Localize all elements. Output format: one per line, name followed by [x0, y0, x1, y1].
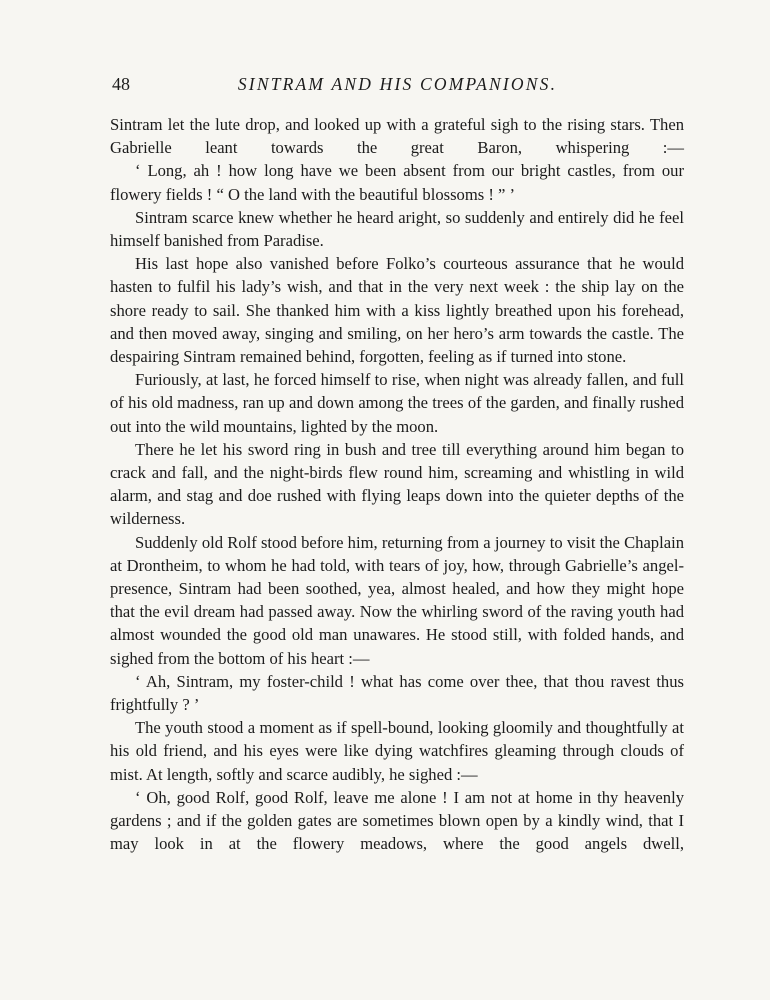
paragraph: There he let his sword ring in bush and tree till everything around him began to crack and fall, and the night-birds flew round him, screaming and whistling in wild alarm, and stag and doe rushed with flying leaps down into the quieter depths of the wilderness. — [110, 439, 684, 529]
page-header — [112, 74, 683, 102]
paragraph: ‘ Ah, Sintram, my foster-child ! what has come over thee, that thou ravest thus frightfully ? ’ — [110, 671, 684, 715]
paragraph: ‘ Long, ah ! how long have we been absent from our bright castles, from our flowery fields ! “ O the land with the beautiful blossoms ! ” ’ — [110, 161, 684, 204]
page-number: 48 — [112, 74, 130, 94]
paragraph: Sintram let the lute drop, and looked up with a grateful sigh to the rising stars. Then Gabrielle leant towards the great Baron, whispering :— — [110, 115, 684, 158]
body-text — [110, 113, 684, 856]
paragraph: Suddenly old Rolf stood before him, returning from a journey to visit the Chaplain at Drontheim, to whom he had told, with tears of joy, how, through Gabrielle’s angel-presence, Sintram had been soothed, yea, almost healed, and how they might hope that the evil dream had passed away. Now the whirling sword of the raving youth had almost wounded the good old man unawares. He stood still, with folded hands, and sighed from the bottom of his heart :— — [110, 532, 684, 668]
paragraph: Sintram scarce knew whether he heard aright, so suddenly and entirely did he feel himself banished from Paradise. — [110, 207, 684, 251]
paragraph: ‘ Oh, good Rolf, good Rolf, leave me alone ! I am not at home in thy heavenly gardens ; and if the golden gates are sometimes blown open by a kindly wind, that I may look in at the flowery meadows, where the good angels dwell, — [110, 787, 684, 854]
running-title: SINTRAM AND HIS COMPANIONS. — [237, 74, 558, 94]
paragraph: The youth stood a moment as if spell-bound, looking gloomily and thoughtfully at his old friend, and his eyes were like dying watchfires gleaming through clouds of mist. At length, softly and scarce audibly, he sighed :— — [110, 718, 684, 784]
paragraph: His last hope also vanished before Folko’s courteous assurance that he would hasten to fulfil his lady’s wish, and that in the very next week : the ship lay on the shore ready to sail. She thanked him with a kiss lightly breathed upon his forehead, and then moved away, singing and smiling, on her hero’s arm towards the castle. The despairing Sintram remained behind, forgotten, feeling as if turned into stone. — [110, 254, 684, 367]
paragraph: Furiously, at last, he forced himself to rise, when night was already fallen, and full of his old madness, ran up and down among the trees of the garden, and finally rushed out into the wild mountains, lighted by the moon. — [110, 370, 684, 436]
